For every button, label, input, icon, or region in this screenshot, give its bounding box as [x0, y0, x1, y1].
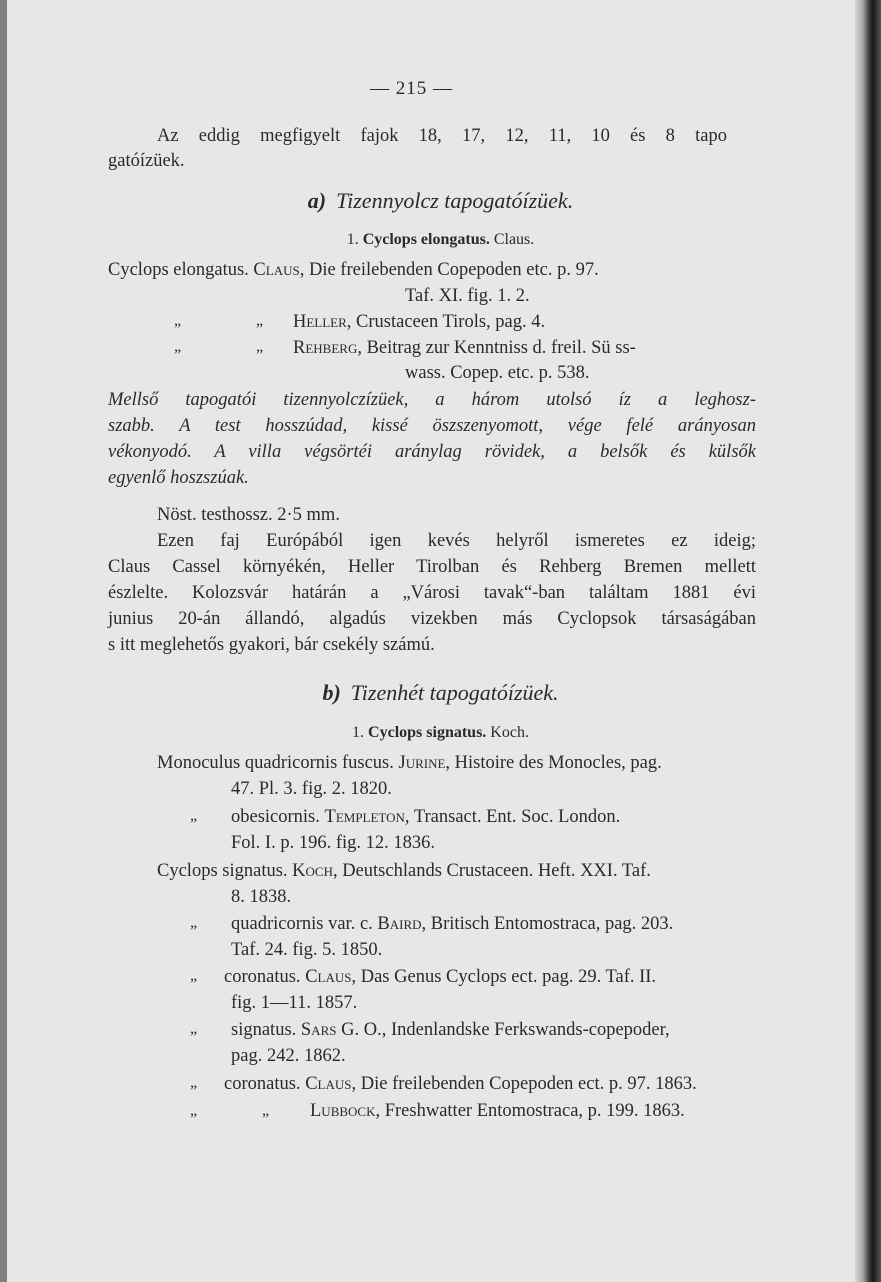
reference-line	[293, 310, 545, 334]
reference-text: coronatus.	[224, 967, 301, 987]
species-heading-b	[0, 724, 881, 742]
reference-text: Crustaceen Tirols, pag. 4.	[356, 312, 546, 332]
reference-text: Cyclops signatus.	[157, 861, 288, 881]
ditto-mark: „	[190, 807, 198, 824]
reference-line	[224, 1072, 697, 1096]
description-line: egyenlő hoszszúak.	[108, 468, 249, 488]
reference-author: Templeton,	[324, 807, 410, 827]
reference-text: Histoire des Monocles, pag.	[454, 753, 662, 773]
reference-text: coronatus.	[224, 1074, 301, 1094]
reference-author: Heller,	[293, 312, 352, 332]
reference-author: Lubbock,	[310, 1101, 381, 1121]
reference-continuation: wass. Copep. etc. p. 538.	[405, 363, 590, 383]
reference-text: Indenlandske Ferkswands-copepoder,	[390, 1020, 670, 1040]
species-heading-a	[0, 231, 881, 249]
reference-continuation: Taf. 24. fig. 5. 1850.	[231, 940, 383, 960]
ditto-mark: „	[190, 1074, 198, 1091]
section-heading-b	[0, 680, 881, 706]
ditto-mark: „	[190, 1020, 198, 1037]
reference-text: Transact. Ent. Soc. London.	[413, 807, 621, 827]
reference-author: Koch,	[292, 861, 338, 881]
reference-text: Cyclops elongatus.	[108, 260, 249, 280]
section-mark: a)	[307, 188, 327, 213]
reference-author: Claus,	[253, 260, 305, 280]
reference-text: Monoculus quadricornis fuscus.	[157, 753, 394, 773]
species-number: 1.	[346, 231, 359, 248]
page-number: — 215 —	[370, 78, 453, 99]
reference-text: obesicornis.	[231, 807, 320, 827]
reference-author: Sars G. O.,	[300, 1020, 387, 1040]
paragraph-line: Ezen faj Európából igen kevés helyről ismeretes ez ideig;	[157, 531, 756, 551]
reference-text: Die freilebenden Copepoden ect. p. 97. 1863.	[360, 1074, 697, 1094]
reference-text: Freshwatter Entomostraca, p. 199. 1863.	[384, 1101, 685, 1121]
reference-line	[231, 912, 673, 936]
ditto-mark: „	[174, 312, 182, 329]
section-title: Tizenhét tapogatóízüek.	[350, 680, 559, 705]
description-line: Mellső tapogatói tizennyolczízüek, a három utolsó íz a leghosz-	[108, 390, 756, 410]
paragraph-line: s itt meglehetős gyakori, bár csekély számú.	[108, 635, 435, 655]
ditto-mark: „	[256, 312, 264, 329]
paragraph-line: Claus Cassel környékén, Heller Tirolban és Rehberg Bremen mellett	[108, 557, 756, 577]
reference-text: Deutschlands Crustaceen. Heft. XXI. Taf.	[342, 861, 651, 881]
reference-text: Beitrag zur Kenntniss d. freil. Sü ss-	[366, 338, 636, 358]
body-size: Nöst. testhossz. 2·5 mm.	[157, 505, 340, 525]
paragraph-line: észlelte. Kolozsvár határán a „Városi tavak“-ban találtam 1881 évi	[108, 583, 756, 603]
ditto-mark: „	[190, 1102, 198, 1119]
reference-line	[157, 859, 651, 883]
paragraph-line: junius 20-án állandó, algadús vizekben más Cyclopsok társaságában	[108, 609, 756, 629]
reference-line	[231, 805, 620, 829]
reference-author: Claus,	[305, 967, 357, 987]
reference-continuation: pag. 242. 1862.	[231, 1046, 346, 1066]
ditto-mark: „	[174, 338, 182, 355]
reference-author: Baird,	[377, 914, 427, 934]
ditto-mark: „	[262, 1102, 270, 1119]
reference-continuation: fig. 1—11. 1857.	[231, 993, 358, 1013]
reference-continuation: Taf. XI. fig. 1. 2.	[405, 286, 530, 306]
reference-line	[231, 1018, 670, 1042]
ditto-mark: „	[190, 967, 198, 984]
reference-line	[293, 336, 636, 360]
description-line: szabb. A test hosszúdad, kissé öszszenyomott, vége felé arányosan	[108, 416, 756, 436]
species-name: Cyclops signatus.	[368, 724, 487, 741]
reference-line	[108, 258, 599, 282]
section-heading-a	[0, 188, 881, 214]
reference-text: quadricornis var. c.	[231, 914, 373, 934]
reference-text: signatus.	[231, 1020, 297, 1040]
ditto-mark: „	[190, 914, 198, 931]
ditto-mark: „	[256, 338, 264, 355]
species-author: Claus.	[493, 231, 535, 248]
intro-line: Az eddig megfigyelt fajok 18, 17, 12, 11, 10 és 8 tapo	[157, 126, 727, 146]
reference-text: Das Genus Cyclops ect. pag. 29. Taf. II.	[360, 967, 657, 987]
species-author: Koch.	[490, 724, 529, 741]
reference-author: Claus,	[305, 1074, 357, 1094]
reference-continuation: 8. 1838.	[231, 887, 292, 907]
reference-author: Rehberg,	[293, 338, 362, 358]
description-line: vékonyodó. A villa végsörtéi aránylag rövidek, a belsők és külsők	[108, 442, 756, 462]
reference-line	[310, 1099, 685, 1123]
species-number: 1.	[352, 724, 365, 741]
section-mark: b)	[322, 680, 341, 705]
reference-text: Britisch Entomostraca, pag. 203.	[430, 914, 674, 934]
intro-line: gatóízüek.	[108, 151, 185, 171]
reference-line	[224, 965, 656, 989]
reference-continuation: Fol. I. p. 196. fig. 12. 1836.	[231, 833, 436, 853]
section-title: Tizennyolcz tapogatóízüek.	[336, 188, 574, 213]
species-name: Cyclops elongatus.	[362, 231, 490, 248]
reference-text: Die freilebenden Copepoden etc. p. 97.	[308, 260, 599, 280]
reference-author: Jurine,	[398, 753, 451, 773]
reference-line	[157, 751, 662, 775]
reference-continuation: 47. Pl. 3. fig. 2. 1820.	[231, 779, 392, 799]
